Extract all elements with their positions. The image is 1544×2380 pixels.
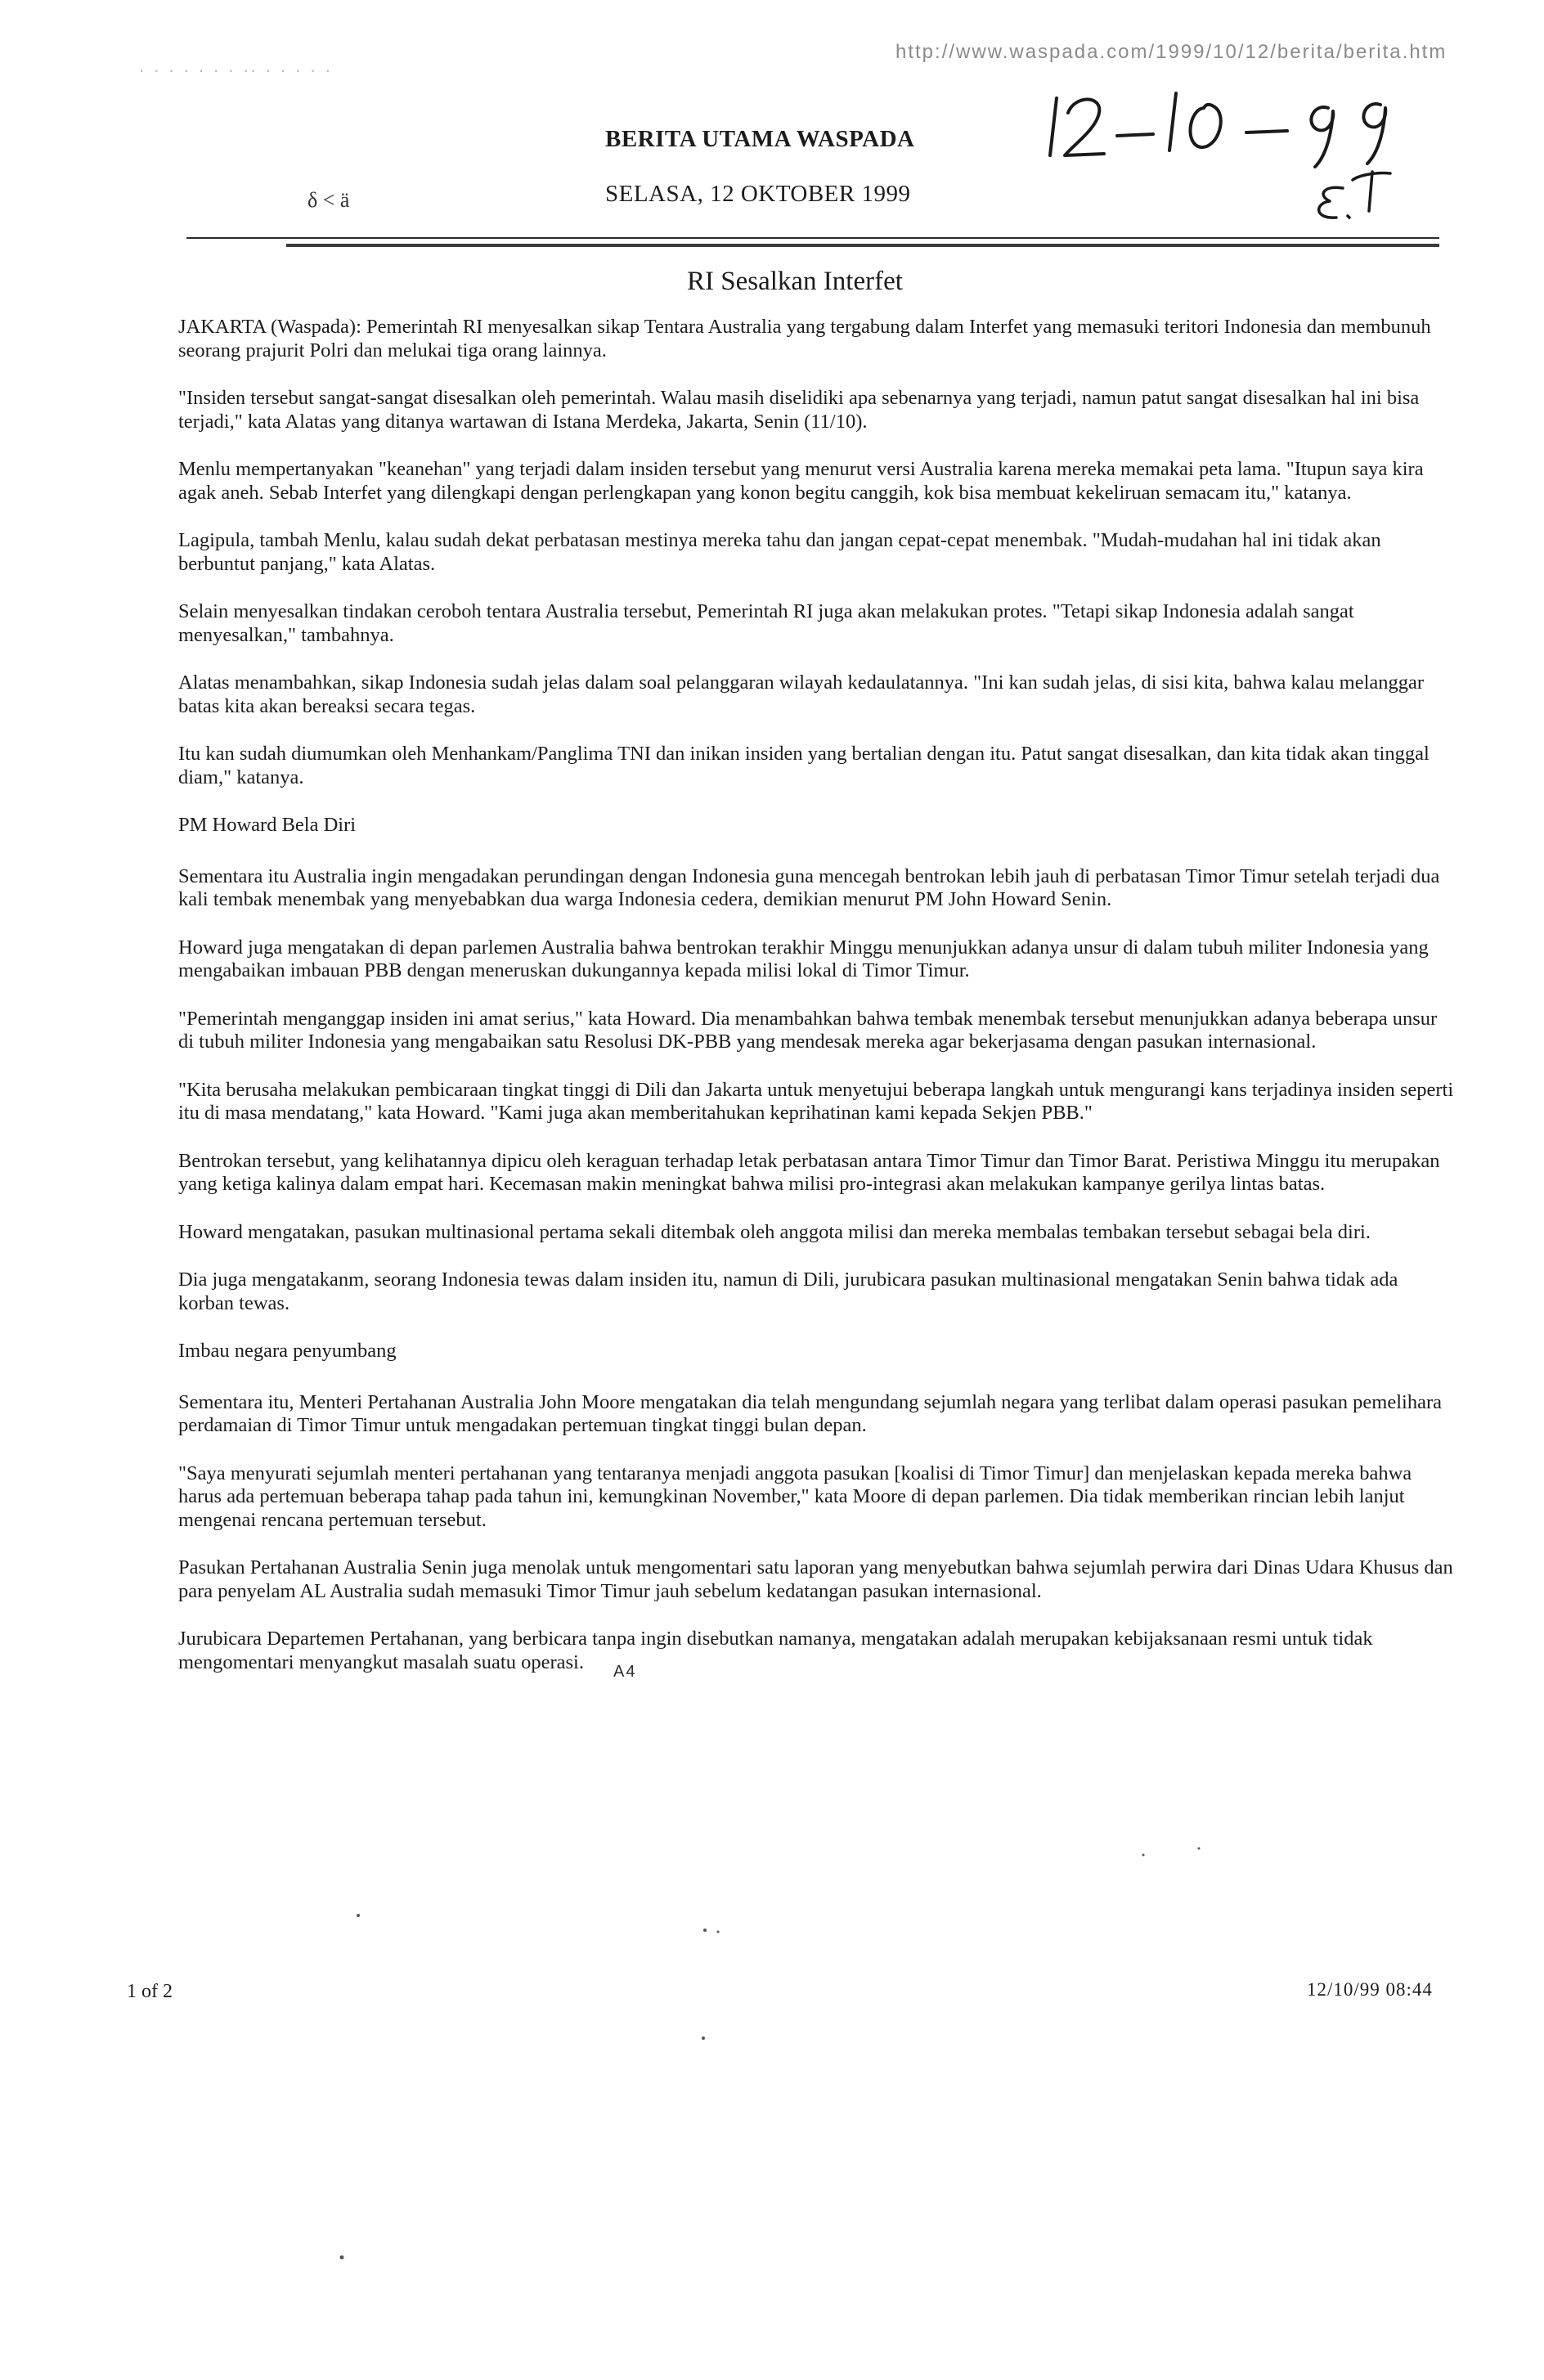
article-body	[178, 316, 1454, 1708]
article-paragraph: Howard mengatakan, pasukan multinasional pertama sekali ditembak oleh anggota milisi dan mereka membalas tembakan tersebut sebagai bela diri.	[178, 1220, 1371, 1243]
article-paragraph: Sementara itu Australia ingin mengadakan perundingan dengan Indonesia guna mencegah bentrokan lebih jauh di perbatasan Timor Timur setelah terjadi dua kali tembak menembak yang menyebabkan dua warga Indonesia cedera, demikian menurut PM John Howard Senin.	[178, 864, 1440, 910]
article-paragraph: Pasukan Pertahanan Australia Senin juga menolak untuk mengomentari satu laporan yang menyebutkan bahwa sejumlah perwira dari Dinas Udara Khusus dan para penyelam AL Australia sudah memasuki Timor Timur jauh sebelum kedatangan pasukan internasional.	[178, 1556, 1453, 1602]
article-paragraph: Selain menyesalkan tindakan ceroboh tentara Australia tersebut, Pemerintah RI juga akan melakukan protes. "Tetapi sikap Indonesia adalah sangat menyesalkan," tambahnya.	[178, 600, 1354, 646]
article-paragraph: Howard juga mengatakan di depan parlemen Australia bahwa bentrokan terakhir Minggu menunjukkan adanya unsur di dalam tubuh militer Indonesia yang mengabaikan imbauan PBB dengan meneruskan dukungannya kepada milisi lokal di Timor Timur.	[178, 936, 1429, 981]
header-rule-bold	[286, 244, 1439, 247]
scan-noise-text: . . . . . . . .. . . . . .	[139, 56, 333, 76]
article-paragraph: Sementara itu, Menteri Pertahanan Australia John Moore mengatakan dia telah mengundang sejumlah negara yang terlibat dalam operasi pasukan pemelihara perdamaian di Timor Timur untuk mengadakan pertemuan tingkat tinggi bulan depan.	[178, 1390, 1443, 1436]
section-title: BERITA UTAMA WASPADA	[605, 126, 915, 152]
print-timestamp: 12/10/99 08:44	[1307, 1979, 1433, 2000]
article-paragraph: Lagipula, tambah Menlu, kalau sudah dekat perbatasan mestinya mereka tahu dan jangan cepat-cepat menembak. "Mudah-mudahan hal ini tidak akan berbuntut panjang," kata Alatas.	[178, 529, 1381, 575]
article-paragraph: Dia juga mengatakanm, seorang Indonesia tewas dalam insiden itu, namun di Dili, jurubicara pasukan multinasional mengatakan Senin bahwa tidak ada korban tewas.	[178, 1269, 1398, 1314]
page-number: 1 of 2	[127, 1981, 173, 2002]
edition-date: SELASA, 12 OKTOBER 1999	[605, 181, 911, 207]
article-paragraph: Menlu mempertanyakan "keanehan" yang terjadi dalam insiden tersebut yang menurut versi Australia karena mereka memakai peta lama. "Itupun saya kira agak aneh. Sebab Interfet yang dilengkapi dengan perlengkapan yang konon begitu canggih, kok bisa membuat kekeliruan semacam itu," katanya.	[178, 458, 1424, 504]
article-paragraph: "Kita berusaha melakukan pembicaraan tingkat tinggi di Dili dan Jakarta untuk menyetujui beberapa langkah untuk mengurangi kans terjadinya insiden seperti itu di masa mendatang," kata Howard. "Kami juga akan memberitahukan keprihatinan kami kepada Sekjen PBB."	[178, 1078, 1454, 1124]
article-paragraph: "Insiden tersebut sangat-sangat disesalkan oleh pemerintah. Walau masih diselidiki apa sebenarnya yang terjadi, namun patut sangat disesalkan hal ini bisa terjadi," kata Alatas yang ditanya wartawan di Istana Merdeka, Jakarta, Senin (11/10).	[178, 387, 1420, 433]
article-paragraph: Alatas menambahkan, sikap Indonesia sudah jelas dalam soal pelanggaran wilayah kedaulatannya. "Ini kan sudah jelas, di sisi kita, bahwa kalau melanggar batas kita akan bereaksi secara tegas.	[178, 671, 1425, 717]
article-paragraph-text: Jurubicara Departemen Pertahanan, yang berbicara tanpa ingin disebutkan namanya, mengatakan adalah merupakan kebijaksanaan resmi untuk tidak mengomentari menyangkut masalah suatu operasi.	[178, 1628, 1373, 1673]
article-paragraph: Itu kan sudah diumumkan oleh Menhankam/Panglima TNI dan inikan insiden yang bertalian dengan itu. Patut sangat disesalkan, dan kita tidak akan tinggal diam," katanya.	[178, 743, 1430, 788]
article-paragraph: "Pemerintah menganggap insiden ini amat serius," kata Howard. Dia menambahkan bahwa tembak menembak tersebut menunjukkan adanya beberapa unsur di tubuh militer Indonesia yang mengabaikan satu Resolusi DK-PBB yang mendesak mereka agar bekerjasama dengan pasukan internasional.	[178, 1007, 1438, 1053]
article-title: RI Sesalkan Interfet	[687, 267, 903, 296]
article-paragraph-last	[178, 1628, 1454, 1683]
article-paragraph: "Saya menyurati sejumlah menteri pertahanan yang tentaranya menjadi anggota pasukan [koalisi di Timor Timur] dan menjelaskan kepada mereka bahwa harus ada pertemuan beberapa tahap pada tahun ini, kemungkinan November," kata Moore di depan parlemen. Dia tidak memberikan rincian lebih lanjut mengenai rencana pertemuan tersebut.	[178, 1462, 1412, 1531]
header-rule	[186, 237, 1439, 239]
page-stamp: A4	[613, 1662, 637, 1681]
header-marks: δ < ä	[307, 188, 350, 212]
article-paragraph: Bentrokan tersebut, yang kelihatannya dipicu oleh keraguan terhadap letak perbatasan antara Timor Timur dan Timor Barat. Peristiwa Minggu itu merupakan yang ketiga kalinya dalam empat hari. Kecemasan makin meningkat bahwa milisi pro-integrasi akan melakukan kampanye gerilya lintas batas.	[178, 1149, 1440, 1195]
article-paragraph: JAKARTA (Waspada): Pemerintah RI menyesalkan sikap Tentara Australia yang tergabung dalam Interfet yang memasuki teritori Indonesia dan membunuh seorang prajurit Polri dan melukai tiga orang lainnya.	[178, 316, 1431, 361]
article-subheading: Imbau negara penyumbang	[178, 1340, 397, 1362]
handwritten-date-annotation	[1039, 65, 1423, 229]
source-url-header: http://www.waspada.com/1999/10/12/berita/berita.htm	[895, 41, 1448, 63]
article-subheading: PM Howard Bela Diri	[178, 814, 357, 836]
